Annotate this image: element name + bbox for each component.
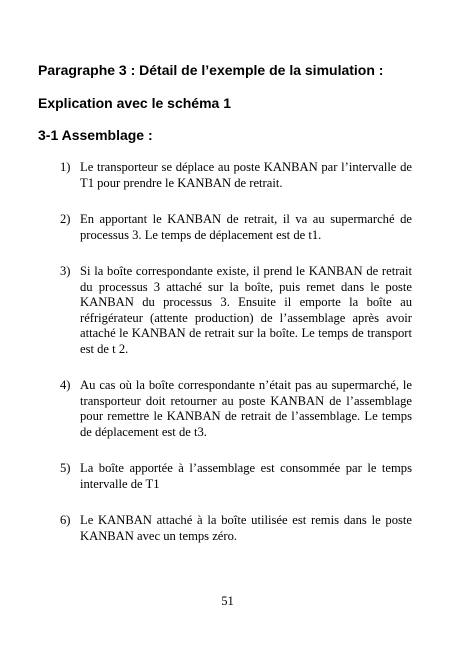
list-item	[0, 461, 455, 492]
page-number: 51	[221, 594, 234, 608]
list-item	[0, 264, 455, 357]
list-item	[0, 513, 455, 544]
section-heading: 3-1 Assemblage :	[38, 127, 153, 143]
list-item-text: Le KANBAN attaché à la boîte utilisée est remis dans le poste KANBAN avec un temps zéro.	[80, 513, 412, 543]
list-item-text: Le transporteur se déplace au poste KANBAN par l’intervalle de T1 pour prendre le KANBAN de retrait.	[80, 160, 412, 190]
list-item-number: 6)	[60, 513, 71, 527]
list-item	[0, 212, 455, 243]
list-item-number: 2)	[60, 212, 71, 226]
list-item-number: 1)	[60, 160, 71, 174]
paragraph-heading: Paragraphe 3 : Détail de l’exemple de la simulation :	[38, 62, 384, 78]
list-item-text: Au cas où la boîte correspondante n’était pas au supermarché, le transporteur doit retourner au poste KANBAN de l’assemblage pour remettre le KANBAN de retrait de l’assemblage. Le temps de déplacement est de t3.	[80, 378, 412, 439]
list-item	[0, 378, 455, 440]
list-item	[0, 160, 455, 191]
list-item-number: 5)	[60, 461, 71, 475]
explanation-heading: Explication avec le schéma 1	[38, 95, 231, 111]
list-item-text: En apportant le KANBAN de retrait, il va au supermarché de processus 3. Le temps de déplacement est de t1.	[80, 212, 412, 242]
list-item-text: Si la boîte correspondante existe, il prend le KANBAN de retrait du processus 3 attaché sur la boîte, puis remet dans le poste KANBAN du processus 3. Ensuite il emporte la boîte au réfrigérateur (attente production) de l’assemblage après avoir attaché le KANBAN de retrait sur la boîte. Le temps de transport est de t 2.	[80, 264, 412, 356]
list-item-text: La boîte apportée à l’assemblage est consommée par le temps intervalle de T1	[80, 461, 412, 491]
numbered-list	[0, 160, 455, 565]
list-item-number: 4)	[60, 378, 71, 392]
list-item-number: 3)	[60, 264, 71, 278]
